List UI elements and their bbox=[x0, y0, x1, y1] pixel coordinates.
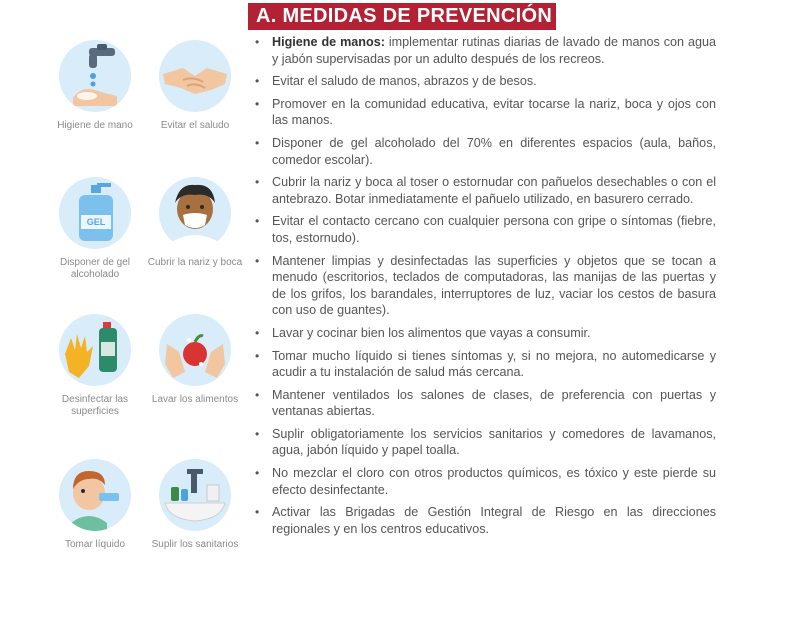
measure-lead: Higiene de manos: bbox=[272, 35, 385, 49]
measure-text: Tomar mucho líquido si tienes síntomas y, si no mejora, no automedicarse y acudir a tu instalación de salud más cercana. bbox=[272, 348, 716, 379]
list-item bbox=[254, 387, 716, 420]
icon-card-face-mask bbox=[145, 177, 245, 269]
gel-label: GEL bbox=[86, 217, 106, 227]
measure-text: Promover en la comunidad educativa, evitar tocarse la nariz, boca y ojos con las manos. bbox=[272, 96, 716, 128]
icon-caption: Evitar el saludo bbox=[160, 120, 230, 131]
icon-caption: Higiene de mano bbox=[57, 120, 133, 131]
icon-card-hand-washing bbox=[45, 40, 145, 132]
list-item bbox=[254, 213, 716, 246]
list-item bbox=[254, 426, 716, 459]
list-item bbox=[254, 325, 716, 342]
list-item bbox=[254, 73, 716, 90]
icon-card-sink bbox=[145, 459, 245, 551]
icon-caption: Desinfectar las superficies bbox=[61, 394, 129, 417]
washing-food-icon bbox=[159, 314, 231, 386]
list-item bbox=[254, 96, 716, 129]
measure-text: No mezclar el cloro con otros productos químicos, es tóxico y este pierde su efecto desinfectante. bbox=[272, 466, 716, 497]
face-mask-icon bbox=[159, 177, 231, 249]
measure-text: Mantener ventilados los salones de clases, de preferencia con puertas y ventanas abiertas. bbox=[272, 387, 716, 419]
icon-caption: Cubrir la nariz y boca bbox=[147, 257, 243, 268]
icon-card-drinking bbox=[45, 459, 145, 551]
list-item bbox=[254, 135, 716, 168]
measure-text: Lavar y cocinar bien los alimentos que vayas a consumir. bbox=[272, 325, 591, 340]
icon-caption: Lavar los alimentos bbox=[151, 394, 239, 405]
icon-caption: Suplir los sanitarios bbox=[151, 539, 239, 550]
measure-text: implementar rutinas diarias de lavado de manos con agua y jabón supervisadas por un adulto después de los recreos. bbox=[272, 35, 717, 66]
list-item bbox=[254, 348, 716, 381]
icon-card-handshake bbox=[145, 40, 245, 132]
child-drinking-icon bbox=[59, 459, 131, 531]
sink-supplies-icon bbox=[159, 459, 231, 531]
measure-text: Disponer de gel alcoholado del 70% en diferentes espacios (aula, baños, comedor escolar). bbox=[272, 136, 716, 167]
icon-card-cleaning bbox=[45, 314, 145, 418]
list-item bbox=[254, 34, 716, 67]
list-item bbox=[254, 504, 716, 537]
measure-text: Evitar el contacto cercano con cualquier persona con gripe o síntomas (fiebre, tos, estornudo). bbox=[272, 214, 716, 245]
icon-caption: Disponer de gel alcoholado bbox=[59, 257, 131, 280]
icon-caption: Tomar líquido bbox=[64, 539, 126, 550]
list-item bbox=[254, 253, 716, 319]
icon-card-food bbox=[145, 314, 245, 406]
measure-text: Cubrir la nariz y boca al toser o estornudar con pañuelos desechables o con el antebrazo. Botar inmediatamente el pañuelo utilizado, en basurero cerrado. bbox=[272, 175, 716, 206]
section-title: A. MEDIDAS DE PREVENCIÓN bbox=[256, 5, 553, 27]
prevention-measures-list bbox=[254, 34, 716, 543]
measure-text: Suplir obligatoriamente los servicios sanitarios y comedores de lavamanos, agua, jabón líquido y papel toalla. bbox=[272, 426, 716, 458]
section-title-banner bbox=[248, 3, 556, 30]
gel-bottle-icon bbox=[59, 177, 131, 249]
cleaning-gloves-icon bbox=[59, 314, 131, 386]
measure-text: Evitar el saludo de manos, abrazos y de besos. bbox=[272, 74, 537, 89]
icon-card-gel bbox=[45, 177, 145, 281]
hand-washing-icon bbox=[59, 40, 131, 112]
handshake-icon bbox=[159, 40, 231, 112]
measure-text: Activar las Brigadas de Gestión Integral de Riesgo en las direcciones regionales y en los centros educativos. bbox=[272, 505, 716, 536]
measure-text: Mantener limpias y desinfectadas las superficies y objetos que se tocan a menudo (escritorios, teclados de computadoras, las manijas de las puertas y de los grifos, los barandales, interruptores de luz, vaciar los cestos de basura con uso de guantes). bbox=[272, 253, 716, 318]
list-item bbox=[254, 465, 716, 498]
list-item bbox=[254, 174, 716, 207]
